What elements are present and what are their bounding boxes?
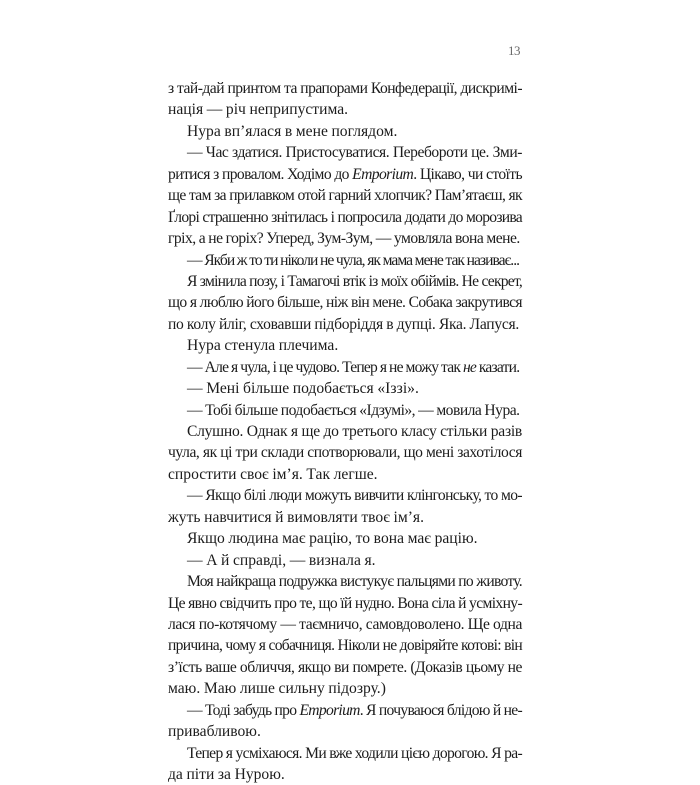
text-line: Це явно свідчить про те, що їй нудно. Вона сіла й усміхну- [168, 594, 522, 612]
text-line: з’їсть ваше обличчя, якщо ви помрете. (Доказів цьому не [168, 658, 522, 676]
text-line: маю. Маю лише сильну підозру.) [168, 680, 386, 698]
text-line: спростити своє ім’я. Так легше. [168, 465, 378, 483]
text-line: Якщо людина має рацію, то вона має рацію. [187, 530, 478, 548]
text-line: жуть навчитися й вимовляти твоє ім’я. [168, 508, 424, 526]
text-line: Моя найкраща подружка вистукує пальцями по животу. [187, 573, 522, 591]
text-line: Я змінила позу, і Тамагочі втік із моїх обіймів. Не секрет, [187, 272, 522, 290]
page-number: 13 [508, 43, 520, 58]
text-line: лася по-котячому — таємничо, самовдоволено. Ще одна [168, 615, 522, 633]
text-line: — Якщо білі люди можуть вивчити клінгонську, то мо- [187, 487, 522, 505]
text-line: — Тоді забудь про Emporium. Я почуваюся блідою й не- [187, 701, 522, 719]
text-line: — Час здатися. Пристосуватися. Перебороти це. Зми- [187, 144, 522, 162]
text-line: з тай-дай принтом та прапорами Конфедерації, дискримі- [168, 80, 522, 97]
text-line: нація — річ неприпустима. [168, 101, 349, 119]
text-line: — Мені більше подобається «Іззі». [187, 380, 419, 398]
text-line: що я люблю його більше, ніж він мене. Собака закрутився [168, 294, 522, 312]
text-line: гріх, а не горіх? Уперед, Зум-Зум, — умовляла вона мене. [168, 230, 520, 248]
text-line: по колу йліг, сховавши підборіддя в дупці. Яка. Лапуся. [168, 315, 519, 333]
text-line: Тепер я усміхаюся. Ми вже ходили цією дорогою. Я ра- [187, 744, 522, 762]
emphasis: Emporium [352, 165, 414, 183]
text-line: — А й справді, — визнала я. [187, 551, 376, 569]
text-line: Ґлорі страшенно знітилась і попросила додати до морозива [168, 208, 522, 226]
emphasis: не [462, 358, 477, 376]
text-line: — Але я чула, і це чудово. Тепер я не можу так не казати. [187, 358, 520, 376]
text-line: ще там за прилавком отой гарний хлопчик? Пам’ятаєш, як [168, 187, 522, 205]
text-line: Нура вп’ялася в мене поглядом. [187, 122, 398, 140]
text-line: да піти за Нурою. [168, 766, 285, 783]
body-text [168, 78, 522, 785]
text-line: — Якби ж то ти ніколи не чула, як мама мене так називає... [187, 251, 520, 269]
text-line: причина, чому я собачниця. Ніколи не довіряйте котові: він [168, 637, 522, 655]
text-line: Нура стенула плечима. [187, 337, 339, 355]
text-line: — Тобі більше подобається «Ідзумі», — мовила Нура. [187, 401, 520, 419]
text-line: Слушно. Однак я ще до третього класу стільки разів [187, 423, 522, 440]
text-line: чула, як ці три склади спотворювали, що мені захотілося [168, 444, 522, 462]
text-line: привабливою. [168, 723, 261, 741]
emphasis: Emporium [299, 701, 360, 719]
text-line: ритися з провалом. Ходімо до Emporium. Цікаво, чи стоїть [168, 165, 523, 183]
